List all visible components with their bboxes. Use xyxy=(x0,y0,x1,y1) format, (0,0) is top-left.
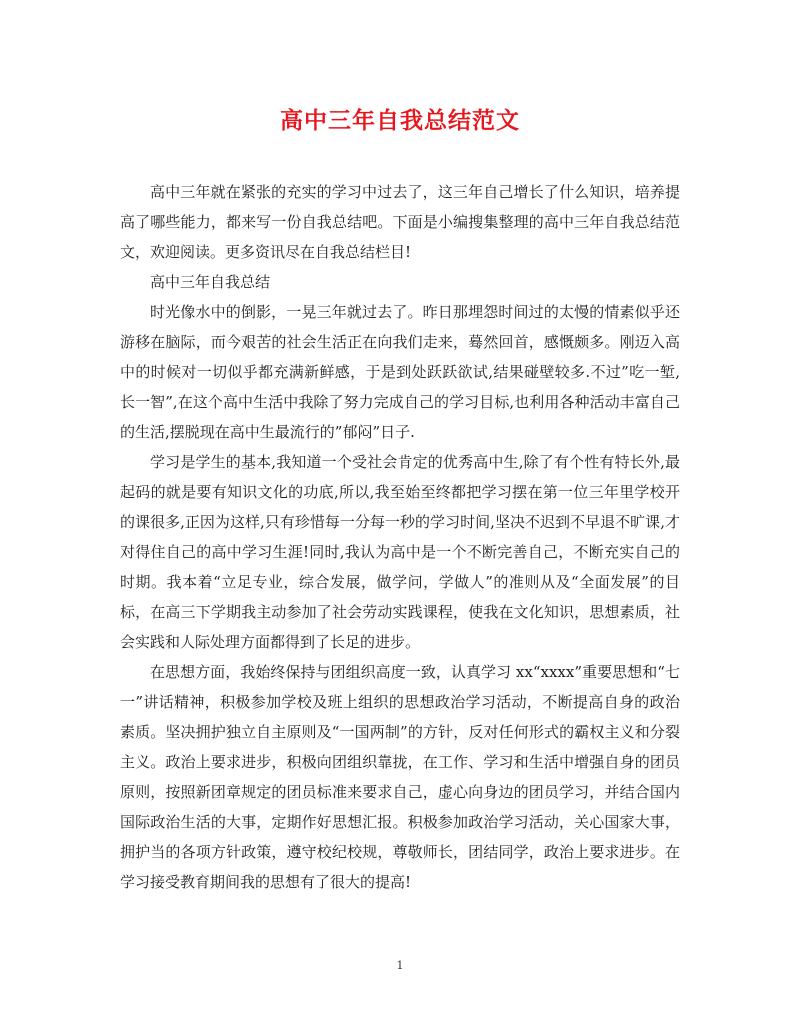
document-title: 高中三年自我总结范文 xyxy=(280,107,520,134)
body-paragraph-1: 时光像水中的倒影，一晃三年就过去了。昨日那埋怨时间过的太慢的情素似乎还游移在脑际，而今艰苦的社会生活正在向我们走来，蓦然回首，感慨颇多。刚迈入高中的时候对一切似乎都充满新鲜感，于是到处跃跃欲试,结果碰壁较多.不过”吃一堑,长一智”,在这个高中生活中我除了努力完成自己的学习目标,也利用各种活动丰富自己的生活,摆脱现在高中生最流行的”郁闷”日子. xyxy=(120,303,680,441)
body-paragraph-2: 学习是学生的基本,我知道一个受社会肯定的优秀高中生,除了有个性有特长外,最起码的就是要有知识文化的功底,所以,我至始至终都把学习摆在第一位三年里学校开的课很多,正因为这样,只有珍惜每一分每一秒的学习时间,坚决不迟到不早退不旷课,才对得住自己的高中学习生涯!同时,我认为高中是一个不断完善自己，不断充实自己的时期。我本着“立足专业，综合发展，做学问，学做人”的准则从及“全面发展”的目标，在高三下学期我主动参加了社会劳动实践课程，使我在文化知识，思想素质，社会实践和人际处理方面都得到了长足的进步。 xyxy=(120,453,680,651)
section-heading: 高中三年自我总结 xyxy=(150,273,271,291)
page-number: 1 xyxy=(396,959,404,972)
body-paragraph-3: 在思想方面，我始终保持与团组织高度一致，认真学习 xx“xxxx”重要思想和“七一”讲话精神，积极参加学校及班上组织的思想政治学习活动，不断提高自身的政治素质。坚决拥护独立自主原则及“一国两制”的方针，反对任何形式的霸权主义和分裂主义。政治上要求进步，积极向团组织靠拢，在工作、学习和生活中增强自身的团员原则，按照新团章规定的团员标准来要求自己，虚心向身边的团员学习，并结合国内国际政治生活的大事，定期作好思想汇报。积极参加政治学习活动，关心国家大事，拥护当的各项方针政策，遵守校纪校规，尊敬师长，团结同学，政治上要求进步。在学习接受教育期间我的思想有了很大的提高! xyxy=(120,663,680,891)
document-body xyxy=(120,177,680,897)
intro-paragraph: 高中三年就在紧张的充实的学习中过去了，这三年自己增长了什么知识，培养提高了哪些能力，都来写一份自我总结吧。下面是小编搜集整理的高中三年自我总结范文，欢迎阅读。更多资讯尽在自我总结栏目! xyxy=(120,183,680,261)
